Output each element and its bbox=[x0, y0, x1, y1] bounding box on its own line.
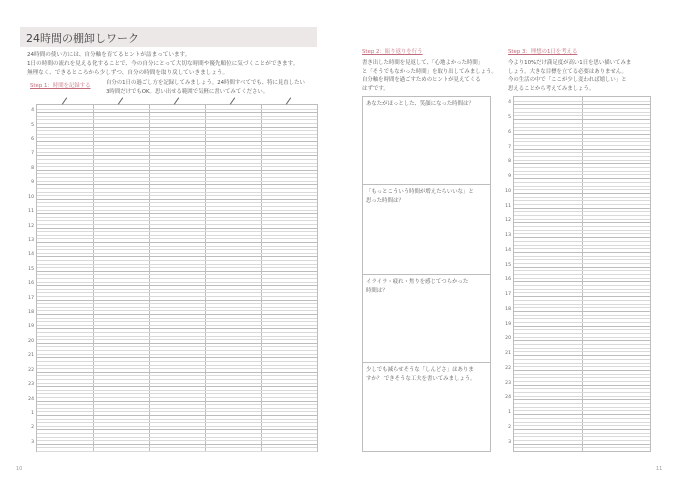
quarter-line bbox=[514, 440, 650, 441]
quarter-line bbox=[37, 365, 317, 366]
quarter-line bbox=[514, 101, 650, 102]
hour-line bbox=[37, 314, 317, 315]
question-line: イライラ・疲れ・焦りを感じてつらかった bbox=[366, 279, 469, 285]
hour-line bbox=[37, 256, 317, 257]
right-hour-label: 9 bbox=[508, 174, 511, 180]
right-hour-label: 23 bbox=[505, 380, 511, 386]
quarter-line bbox=[514, 204, 650, 205]
question-2 bbox=[366, 188, 486, 205]
hour-line bbox=[37, 429, 317, 430]
time-record-grid[interactable] bbox=[36, 104, 318, 452]
hour-line bbox=[37, 127, 317, 128]
hour-line bbox=[514, 193, 650, 194]
right-hour-label: 7 bbox=[508, 144, 511, 150]
hour-line bbox=[37, 199, 317, 200]
quarter-line bbox=[37, 116, 317, 117]
hour-line bbox=[37, 386, 317, 387]
quarter-line bbox=[37, 307, 317, 308]
quarter-line bbox=[514, 425, 650, 426]
quarter-line bbox=[37, 390, 317, 391]
quarter-line bbox=[37, 109, 317, 110]
quarter-line bbox=[37, 332, 317, 333]
quarter-line bbox=[37, 447, 317, 448]
quarter-line bbox=[37, 451, 317, 452]
quarter-line bbox=[37, 437, 317, 438]
quarter-line bbox=[37, 210, 317, 211]
left-hour-label: 15 bbox=[28, 266, 34, 272]
hour-line bbox=[514, 119, 650, 120]
question-1 bbox=[366, 100, 486, 109]
hour-line bbox=[37, 271, 317, 272]
quarter-line bbox=[514, 447, 650, 448]
left-hour-label: 1 bbox=[31, 410, 34, 416]
quarter-line bbox=[514, 197, 650, 198]
quarter-line bbox=[37, 173, 317, 174]
quarter-line bbox=[37, 426, 317, 427]
quarter-line bbox=[37, 350, 317, 351]
quarter-line bbox=[514, 292, 650, 293]
quarter-line bbox=[514, 182, 650, 183]
quarter-line bbox=[514, 259, 650, 260]
quarter-line bbox=[37, 274, 317, 275]
quarter-line bbox=[514, 359, 650, 360]
quarter-line bbox=[514, 333, 650, 334]
quarter-line bbox=[514, 274, 650, 275]
quarter-line bbox=[514, 407, 650, 408]
quarter-line bbox=[37, 440, 317, 441]
quarter-line bbox=[37, 267, 317, 268]
right-hour-label: 19 bbox=[505, 321, 511, 327]
quarter-line bbox=[37, 137, 317, 138]
step2-desc-line: 書き出した時間を見返して、「心地よかった時間」 bbox=[362, 60, 484, 66]
right-hour-label: 15 bbox=[505, 262, 511, 268]
quarter-line bbox=[37, 419, 317, 420]
step1-description bbox=[106, 79, 305, 96]
left-hour-label: 20 bbox=[28, 338, 34, 344]
hour-line bbox=[514, 178, 650, 179]
quarter-line bbox=[514, 226, 650, 227]
quarter-line bbox=[514, 130, 650, 131]
quarter-line bbox=[514, 115, 650, 116]
left-hour-label: 11 bbox=[28, 209, 34, 215]
intro-line: 無理なく、できるところから少しずつ、自分の時間を取り戻していきましょう。 bbox=[27, 70, 229, 76]
hour-line bbox=[514, 134, 650, 135]
question-line: すか？ できそうな工夫を書いてみましょう。 bbox=[366, 375, 476, 382]
question-4 bbox=[366, 366, 486, 383]
hour-line bbox=[37, 285, 317, 286]
page-number-right: 11 bbox=[656, 466, 663, 472]
quarter-line bbox=[514, 366, 650, 367]
quarter-line bbox=[37, 202, 317, 203]
quarter-line bbox=[514, 200, 650, 201]
quarter-line bbox=[37, 206, 317, 207]
left-hour-label: 3 bbox=[31, 439, 34, 445]
quarter-line bbox=[514, 392, 650, 393]
intro-line: 1日の時間の流れを見える化することで、今の自分にとって大切な時間や優先順位に気づくことができます。 bbox=[27, 61, 299, 67]
quarter-line bbox=[37, 220, 317, 221]
right-hour-label: 3 bbox=[508, 439, 511, 445]
hour-line bbox=[37, 213, 317, 214]
quarter-line bbox=[37, 264, 317, 265]
hour-line bbox=[514, 281, 650, 282]
quarter-line bbox=[514, 304, 650, 305]
quarter-line bbox=[514, 215, 650, 216]
left-hour-label: 14 bbox=[28, 252, 34, 258]
left-hour-label: 4 bbox=[31, 108, 34, 114]
hour-line bbox=[514, 296, 650, 297]
right-hour-label: 18 bbox=[505, 306, 511, 312]
quarter-line bbox=[514, 186, 650, 187]
quarter-line bbox=[37, 303, 317, 304]
quarter-line bbox=[37, 404, 317, 405]
quarter-line bbox=[37, 393, 317, 394]
quarter-line bbox=[37, 195, 317, 196]
hour-line bbox=[37, 372, 317, 373]
quarter-line bbox=[37, 152, 317, 153]
quarter-line bbox=[514, 152, 650, 153]
hour-line bbox=[37, 170, 317, 171]
question-line: 思った時間は？ bbox=[366, 197, 404, 204]
quarter-line bbox=[37, 231, 317, 232]
right-hour-label: 14 bbox=[505, 247, 511, 253]
quarter-line bbox=[37, 375, 317, 376]
quarter-line bbox=[37, 119, 317, 120]
hour-line bbox=[37, 242, 317, 243]
left-hour-label: 22 bbox=[28, 367, 34, 373]
quarter-line bbox=[37, 246, 317, 247]
right-hour-label: 24 bbox=[505, 395, 511, 401]
left-hour-label: 18 bbox=[28, 310, 34, 316]
hour-line bbox=[37, 184, 317, 185]
step1-desc-line: 自分の1日の過ごし方を記録してみましょう。24時間すべてでも、特に見直したい bbox=[106, 80, 305, 86]
page-number-left: 10 bbox=[16, 466, 23, 472]
right-hour-label: 17 bbox=[505, 292, 511, 298]
right-hour-label: 5 bbox=[508, 115, 511, 121]
quarter-line bbox=[37, 217, 317, 218]
hour-line bbox=[514, 149, 650, 150]
quarter-line bbox=[37, 339, 317, 340]
hour-line bbox=[514, 326, 650, 327]
question-line: 少しでも減らせそうな「しんどさ」はありま bbox=[366, 367, 474, 373]
quarter-line bbox=[37, 296, 317, 297]
right-hour-label: 2 bbox=[508, 424, 511, 430]
quarter-line bbox=[37, 123, 317, 124]
hour-line bbox=[514, 311, 650, 312]
quarter-line bbox=[37, 318, 317, 319]
left-hour-label: 17 bbox=[28, 295, 34, 301]
quarter-line bbox=[37, 397, 317, 398]
hour-line bbox=[37, 112, 317, 113]
intro-line: 24時間の使い方には、自分軸を育てるヒントが詰まっています。 bbox=[27, 52, 191, 58]
quarter-line bbox=[514, 318, 650, 319]
quarter-line bbox=[37, 292, 317, 293]
step2-desc-line: はずです。 bbox=[362, 85, 389, 92]
quarter-line bbox=[37, 354, 317, 355]
step1-label: Step 1：時間を記録する bbox=[30, 83, 91, 89]
quarter-line bbox=[514, 138, 650, 139]
quarter-line bbox=[37, 408, 317, 409]
quarter-line bbox=[514, 285, 650, 286]
quarter-line bbox=[514, 377, 650, 378]
quarter-line bbox=[514, 433, 650, 434]
page-title: 24時間の棚卸しワーク bbox=[26, 32, 139, 45]
step3-desc-line: 今より10%だけ満足度が高い1日を思い描いてみま bbox=[508, 60, 632, 66]
hour-line bbox=[514, 237, 650, 238]
hour-line bbox=[37, 357, 317, 358]
left-hour-label: 24 bbox=[28, 396, 34, 402]
left-hour-label: 12 bbox=[28, 223, 34, 229]
question-line: あなたがほっとした、笑顔になった時間は？ bbox=[366, 101, 474, 107]
left-hour-label: 2 bbox=[31, 425, 34, 431]
left-hour-label: 19 bbox=[28, 324, 34, 330]
step3-desc-line: 今の生活の中で「ここが少し変われば嬉しい」と bbox=[508, 77, 627, 83]
hour-line bbox=[514, 104, 650, 105]
step2-desc-line: 自分軸を時間を過ごすためのヒントが見えてくる bbox=[362, 77, 481, 83]
quarter-line bbox=[37, 379, 317, 380]
left-hour-label: 10 bbox=[28, 194, 34, 200]
hour-line bbox=[514, 252, 650, 253]
hour-line bbox=[514, 429, 650, 430]
quarter-line bbox=[37, 177, 317, 178]
hour-line bbox=[37, 155, 317, 156]
quarter-line bbox=[514, 329, 650, 330]
quarter-line bbox=[37, 134, 317, 135]
left-hour-label: 9 bbox=[31, 180, 34, 186]
left-hour-label: 8 bbox=[31, 165, 34, 171]
quarter-line bbox=[37, 383, 317, 384]
quarter-line bbox=[37, 148, 317, 149]
quarter-line bbox=[514, 108, 650, 109]
intro-text bbox=[27, 51, 327, 78]
quarter-line bbox=[37, 321, 317, 322]
quarter-line bbox=[514, 248, 650, 249]
quarter-line bbox=[514, 388, 650, 389]
quarter-line bbox=[514, 307, 650, 308]
quarter-line bbox=[514, 351, 650, 352]
quarter-line bbox=[514, 145, 650, 146]
step2-description bbox=[362, 59, 497, 93]
quarter-line bbox=[514, 396, 650, 397]
quarter-line bbox=[514, 174, 650, 175]
right-hour-label: 13 bbox=[505, 233, 511, 239]
quarter-line bbox=[37, 130, 317, 131]
right-hour-label: 12 bbox=[505, 218, 511, 224]
quarter-line bbox=[514, 167, 650, 168]
quarter-line bbox=[37, 346, 317, 347]
left-hour-label: 6 bbox=[31, 137, 34, 143]
hour-line bbox=[37, 444, 317, 445]
quarter-line bbox=[514, 123, 650, 124]
left-hour-label: 21 bbox=[28, 353, 34, 359]
hour-line bbox=[514, 355, 650, 356]
step2-label: Step 2：振り返りを行う bbox=[362, 49, 423, 55]
quarter-line bbox=[514, 256, 650, 257]
hour-line bbox=[37, 343, 317, 344]
quarter-line bbox=[37, 411, 317, 412]
quarter-line bbox=[514, 403, 650, 404]
quarter-line bbox=[514, 374, 650, 375]
right-hour-label: 8 bbox=[508, 159, 511, 165]
question-line: 「もっとこういう時間が増えたらいいな」と bbox=[366, 189, 474, 195]
quarter-line bbox=[514, 381, 650, 382]
hour-line bbox=[514, 163, 650, 164]
left-hour-label: 13 bbox=[28, 237, 34, 243]
hour-line bbox=[514, 414, 650, 415]
question-3 bbox=[366, 278, 486, 295]
question-line: 時間は？ bbox=[366, 287, 388, 294]
quarter-line bbox=[514, 337, 650, 338]
quarter-line bbox=[37, 181, 317, 182]
right-hour-label: 11 bbox=[505, 203, 511, 209]
quarter-line bbox=[37, 166, 317, 167]
quarter-line bbox=[37, 238, 317, 239]
quarter-line bbox=[37, 145, 317, 146]
hour-line bbox=[514, 267, 650, 268]
quarter-line bbox=[37, 188, 317, 189]
quarter-line bbox=[514, 410, 650, 411]
quarter-line bbox=[514, 230, 650, 231]
left-hour-label: 23 bbox=[28, 382, 34, 388]
quarter-line bbox=[37, 422, 317, 423]
quarter-line bbox=[37, 163, 317, 164]
quarter-line bbox=[37, 289, 317, 290]
hour-line bbox=[37, 300, 317, 301]
hour-line bbox=[514, 385, 650, 386]
quarter-line bbox=[37, 253, 317, 254]
quarter-line bbox=[37, 224, 317, 225]
quarter-line bbox=[37, 192, 317, 193]
quarter-line bbox=[37, 368, 317, 369]
quarter-line bbox=[514, 418, 650, 419]
step1-desc-line: 3時間だけでもOK。思い出せる範囲で気軽に書いてみてください。 bbox=[106, 88, 269, 95]
right-hour-label: 22 bbox=[505, 365, 511, 371]
step3-desc-line: 思えることから考えてみましょう。 bbox=[508, 85, 595, 92]
quarter-line bbox=[514, 315, 650, 316]
quarter-line bbox=[37, 361, 317, 362]
hour-line bbox=[514, 444, 650, 445]
right-hour-label: 20 bbox=[505, 336, 511, 342]
left-hour-label: 16 bbox=[28, 281, 34, 287]
quarter-line bbox=[514, 233, 650, 234]
step3-desc-line: しょう。大きな目標を立てる必要はありません。 bbox=[508, 68, 627, 75]
hour-line bbox=[514, 399, 650, 400]
quarter-line bbox=[514, 219, 650, 220]
quarter-line bbox=[37, 325, 317, 326]
quarter-line bbox=[37, 278, 317, 279]
hour-line bbox=[514, 208, 650, 209]
quarter-line bbox=[37, 310, 317, 311]
quarter-line bbox=[514, 300, 650, 301]
quarter-line bbox=[514, 171, 650, 172]
quarter-line bbox=[514, 270, 650, 271]
quarter-line bbox=[514, 422, 650, 423]
hour-line bbox=[37, 141, 317, 142]
quarter-line bbox=[514, 241, 650, 242]
quarter-line bbox=[37, 336, 317, 337]
quarter-line bbox=[514, 189, 650, 190]
quarter-line bbox=[514, 141, 650, 142]
quarter-line bbox=[514, 289, 650, 290]
left-hour-label: 7 bbox=[31, 151, 34, 157]
hour-line bbox=[37, 415, 317, 416]
quarter-line bbox=[514, 245, 650, 246]
hour-line bbox=[37, 328, 317, 329]
right-hour-label: 4 bbox=[508, 100, 511, 106]
quarter-line bbox=[514, 127, 650, 128]
right-hour-label: 16 bbox=[505, 277, 511, 283]
quarter-line bbox=[514, 363, 650, 364]
quarter-line bbox=[514, 348, 650, 349]
quarter-line bbox=[514, 156, 650, 157]
quarter-line bbox=[37, 260, 317, 261]
hour-line bbox=[37, 228, 317, 229]
hour-line bbox=[514, 222, 650, 223]
quarter-line bbox=[37, 282, 317, 283]
hour-line bbox=[514, 340, 650, 341]
quarter-line bbox=[514, 278, 650, 279]
quarter-line bbox=[37, 159, 317, 160]
quarter-line bbox=[514, 211, 650, 212]
step2-desc-line: と「そうでもなかった時間」を取り出してみましょう。 bbox=[362, 68, 497, 75]
right-hour-label: 1 bbox=[508, 410, 511, 416]
quarter-line bbox=[514, 160, 650, 161]
step3-description bbox=[508, 59, 631, 93]
quarter-line bbox=[514, 436, 650, 437]
right-hour-label: 21 bbox=[505, 351, 511, 357]
step3-label: Step 3：理想の1日を考える bbox=[508, 49, 578, 55]
quarter-line bbox=[514, 322, 650, 323]
quarter-line bbox=[37, 249, 317, 250]
quarter-line bbox=[514, 263, 650, 264]
right-hour-label: 10 bbox=[505, 188, 511, 194]
ideal-day-grid[interactable] bbox=[513, 96, 651, 452]
hour-line bbox=[514, 370, 650, 371]
left-hour-label: 5 bbox=[31, 122, 34, 128]
quarter-line bbox=[514, 112, 650, 113]
question-box-1[interactable] bbox=[362, 96, 491, 186]
quarter-line bbox=[37, 235, 317, 236]
hour-line bbox=[37, 401, 317, 402]
right-hour-label: 6 bbox=[508, 129, 511, 135]
quarter-line bbox=[514, 344, 650, 345]
quarter-line bbox=[37, 433, 317, 434]
